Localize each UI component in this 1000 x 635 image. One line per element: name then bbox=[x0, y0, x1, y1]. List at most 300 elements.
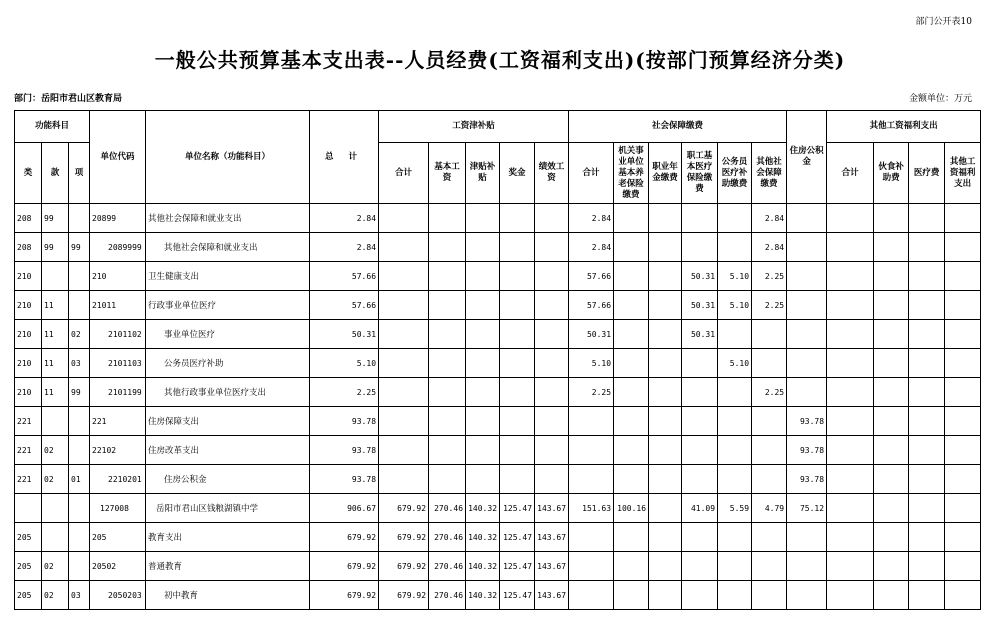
cell-perf: 143.67 bbox=[535, 552, 569, 581]
other-group-header: 其他工资福利支出 bbox=[827, 111, 981, 143]
cell-civil bbox=[718, 523, 752, 552]
cell-annuity bbox=[649, 291, 682, 320]
cell-bonus bbox=[500, 291, 535, 320]
cell-xiang: 01 bbox=[69, 465, 90, 494]
allowance-header: 津贴补贴 bbox=[466, 143, 500, 204]
cell-lei bbox=[15, 494, 42, 523]
cell-pension bbox=[614, 291, 649, 320]
cell-bonus bbox=[500, 378, 535, 407]
cell-pension bbox=[614, 465, 649, 494]
cell-medical bbox=[682, 552, 718, 581]
cell-basic: 270.46 bbox=[429, 552, 466, 581]
cell-basic bbox=[429, 320, 466, 349]
cell-soc-total: 5.10 bbox=[569, 349, 614, 378]
cell-wage-total: 679.92 bbox=[379, 523, 429, 552]
table-row bbox=[15, 233, 981, 262]
social-total-header: 合计 bbox=[569, 143, 614, 204]
cell-annuity bbox=[649, 204, 682, 233]
cell-other-soc: 4.79 bbox=[752, 494, 787, 523]
cell-allow: 140.32 bbox=[466, 581, 500, 610]
cell-oth-total bbox=[827, 378, 874, 407]
cell-total: 2.84 bbox=[310, 233, 379, 262]
cell-pension bbox=[614, 523, 649, 552]
cell-perf bbox=[535, 262, 569, 291]
cell-bonus: 125.47 bbox=[500, 552, 535, 581]
cell-bonus bbox=[500, 465, 535, 494]
cell-total: 679.92 bbox=[310, 552, 379, 581]
cell-medical: 50.31 bbox=[682, 320, 718, 349]
cell-perf bbox=[535, 320, 569, 349]
total-header: 总 计 bbox=[310, 111, 379, 204]
cell-oth-welfare bbox=[945, 320, 981, 349]
cell-code: 22102 bbox=[90, 436, 146, 465]
cell-total: 2.25 bbox=[310, 378, 379, 407]
cell-oth-welfare bbox=[945, 552, 981, 581]
cell-oth-welfare bbox=[945, 291, 981, 320]
cell-wage-total bbox=[379, 204, 429, 233]
cell-basic bbox=[429, 291, 466, 320]
cell-bonus bbox=[500, 407, 535, 436]
bonus-header: 奖金 bbox=[500, 143, 535, 204]
meal-header: 伙食补助费 bbox=[874, 143, 909, 204]
cell-civil: 5.10 bbox=[718, 349, 752, 378]
cell-bonus: 125.47 bbox=[500, 494, 535, 523]
wage-total-header: 合计 bbox=[379, 143, 429, 204]
cell-meal bbox=[874, 349, 909, 378]
table-row bbox=[15, 349, 981, 378]
kuan-header: 款 bbox=[42, 143, 69, 204]
cell-medical bbox=[682, 204, 718, 233]
cell-med-fee bbox=[909, 204, 945, 233]
table-row bbox=[15, 407, 981, 436]
cell-annuity bbox=[649, 320, 682, 349]
cell-kuan: 02 bbox=[42, 552, 69, 581]
cell-perf: 143.67 bbox=[535, 523, 569, 552]
cell-total: 93.78 bbox=[310, 407, 379, 436]
cell-xiang bbox=[69, 494, 90, 523]
cell-med-fee bbox=[909, 494, 945, 523]
cell-xiang: 99 bbox=[69, 233, 90, 262]
basic-wage-header: 基本工资 bbox=[429, 143, 466, 204]
cell-basic bbox=[429, 407, 466, 436]
table-row bbox=[15, 552, 981, 581]
unit-code-header: 单位代码 bbox=[90, 111, 146, 204]
cell-pension bbox=[614, 378, 649, 407]
cell-medical: 50.31 bbox=[682, 262, 718, 291]
cell-pension bbox=[614, 262, 649, 291]
cell-name: 住房公积金 bbox=[146, 465, 310, 494]
cell-name: 其他行政事业单位医疗支出 bbox=[146, 378, 310, 407]
cell-total: 2.84 bbox=[310, 204, 379, 233]
cell-other-soc bbox=[752, 523, 787, 552]
cell-xiang bbox=[69, 552, 90, 581]
cell-med-fee bbox=[909, 581, 945, 610]
cell-medical bbox=[682, 581, 718, 610]
cell-total: 906.67 bbox=[310, 494, 379, 523]
cell-med-fee bbox=[909, 320, 945, 349]
cell-oth-total bbox=[827, 291, 874, 320]
cell-civil bbox=[718, 204, 752, 233]
cell-medical bbox=[682, 436, 718, 465]
cell-annuity bbox=[649, 233, 682, 262]
cell-medical bbox=[682, 407, 718, 436]
cell-med-fee bbox=[909, 465, 945, 494]
cell-total: 5.10 bbox=[310, 349, 379, 378]
cell-basic bbox=[429, 465, 466, 494]
cell-name: 教育支出 bbox=[146, 523, 310, 552]
cell-lei: 210 bbox=[15, 378, 42, 407]
cell-allow bbox=[466, 204, 500, 233]
cell-lei: 210 bbox=[15, 291, 42, 320]
cell-kuan: 99 bbox=[42, 204, 69, 233]
cell-wage-total bbox=[379, 436, 429, 465]
cell-wage-total bbox=[379, 407, 429, 436]
cell-bonus bbox=[500, 204, 535, 233]
page-title: 一般公共预算基本支出表--人员经费(工资福利支出)(按部门预算经济分类) bbox=[154, 48, 846, 72]
cell-xiang: 03 bbox=[69, 349, 90, 378]
cell-civil: 5.10 bbox=[718, 291, 752, 320]
cell-bonus bbox=[500, 233, 535, 262]
cell-housing: 93.78 bbox=[787, 407, 827, 436]
cell-oth-welfare bbox=[945, 233, 981, 262]
other-social-header: 其他社会保障缴费 bbox=[752, 143, 787, 204]
table-row bbox=[15, 465, 981, 494]
cell-bonus bbox=[500, 349, 535, 378]
cell-other-soc bbox=[752, 552, 787, 581]
cell-soc-total: 50.31 bbox=[569, 320, 614, 349]
cell-other-soc: 2.84 bbox=[752, 233, 787, 262]
cell-bonus bbox=[500, 436, 535, 465]
cell-wage-total bbox=[379, 349, 429, 378]
cell-housing bbox=[787, 552, 827, 581]
cell-perf bbox=[535, 204, 569, 233]
cell-oth-welfare bbox=[945, 204, 981, 233]
page-tag: 部门公开表10 bbox=[915, 17, 972, 27]
cell-kuan: 02 bbox=[42, 581, 69, 610]
cell-allow bbox=[466, 436, 500, 465]
cell-meal bbox=[874, 581, 909, 610]
cell-name: 岳阳市君山区钱粮湖镇中学 bbox=[146, 494, 310, 523]
cell-basic bbox=[429, 378, 466, 407]
cell-wage-total bbox=[379, 233, 429, 262]
cell-med-fee bbox=[909, 523, 945, 552]
cell-civil bbox=[718, 436, 752, 465]
cell-housing bbox=[787, 291, 827, 320]
cell-basic: 270.46 bbox=[429, 523, 466, 552]
cell-oth-total bbox=[827, 581, 874, 610]
cell-housing: 93.78 bbox=[787, 465, 827, 494]
civil-medical-header: 公务员医疗补助缴费 bbox=[718, 143, 752, 204]
cell-lei: 210 bbox=[15, 349, 42, 378]
cell-xiang bbox=[69, 436, 90, 465]
cell-xiang: 03 bbox=[69, 581, 90, 610]
cell-oth-total bbox=[827, 436, 874, 465]
cell-allow bbox=[466, 262, 500, 291]
cell-xiang bbox=[69, 204, 90, 233]
cell-kuan: 99 bbox=[42, 233, 69, 262]
cell-lei: 208 bbox=[15, 204, 42, 233]
cell-perf bbox=[535, 349, 569, 378]
cell-basic bbox=[429, 262, 466, 291]
housing-header: 住房公积金 bbox=[787, 111, 827, 204]
cell-civil bbox=[718, 552, 752, 581]
cell-allow bbox=[466, 233, 500, 262]
cell-kuan bbox=[42, 262, 69, 291]
cell-name: 住房保障支出 bbox=[146, 407, 310, 436]
cell-housing: 93.78 bbox=[787, 436, 827, 465]
cell-oth-welfare bbox=[945, 523, 981, 552]
cell-other-soc bbox=[752, 407, 787, 436]
cell-civil bbox=[718, 320, 752, 349]
cell-annuity bbox=[649, 465, 682, 494]
cell-oth-total bbox=[827, 349, 874, 378]
cell-other-soc bbox=[752, 349, 787, 378]
cell-total: 679.92 bbox=[310, 581, 379, 610]
table-row bbox=[15, 262, 981, 291]
cell-allow bbox=[466, 320, 500, 349]
cell-oth-welfare bbox=[945, 465, 981, 494]
cell-code: 21011 bbox=[90, 291, 146, 320]
cell-civil: 5.59 bbox=[718, 494, 752, 523]
unit-name-header: 单位名称（功能科目） bbox=[146, 111, 310, 204]
cell-pension bbox=[614, 349, 649, 378]
cell-medical bbox=[682, 233, 718, 262]
cell-medical: 50.31 bbox=[682, 291, 718, 320]
cell-wage-total: 679.92 bbox=[379, 494, 429, 523]
other-welfare-header: 其他工资福利支出 bbox=[945, 143, 981, 204]
cell-housing bbox=[787, 262, 827, 291]
cell-annuity bbox=[649, 378, 682, 407]
cell-annuity bbox=[649, 436, 682, 465]
cell-oth-total bbox=[827, 494, 874, 523]
cell-code: 20502 bbox=[90, 552, 146, 581]
cell-lei: 210 bbox=[15, 262, 42, 291]
annuity-header: 职业年金缴费 bbox=[649, 143, 682, 204]
medical-header: 职工基本医疗保险缴费 bbox=[682, 143, 718, 204]
cell-kuan: 11 bbox=[42, 291, 69, 320]
cell-code: 2050203 bbox=[90, 581, 146, 610]
cell-medical bbox=[682, 378, 718, 407]
table-row bbox=[15, 378, 981, 407]
cell-annuity bbox=[649, 494, 682, 523]
cell-soc-total bbox=[569, 523, 614, 552]
cell-allow bbox=[466, 349, 500, 378]
table-row bbox=[15, 523, 981, 552]
cell-oth-total bbox=[827, 233, 874, 262]
cell-perf bbox=[535, 407, 569, 436]
cell-meal bbox=[874, 407, 909, 436]
cell-lei: 221 bbox=[15, 407, 42, 436]
cell-code: 210 bbox=[90, 262, 146, 291]
cell-xiang bbox=[69, 291, 90, 320]
cell-allow: 140.32 bbox=[466, 523, 500, 552]
cell-bonus: 125.47 bbox=[500, 581, 535, 610]
cell-other-soc bbox=[752, 320, 787, 349]
cell-allow bbox=[466, 378, 500, 407]
cell-basic bbox=[429, 233, 466, 262]
table-row bbox=[15, 320, 981, 349]
cell-soc-total bbox=[569, 436, 614, 465]
cell-xiang bbox=[69, 262, 90, 291]
cell-name: 住房改革支出 bbox=[146, 436, 310, 465]
cell-code: 2210201 bbox=[90, 465, 146, 494]
xiang-header: 项 bbox=[69, 143, 90, 204]
cell-med-fee bbox=[909, 407, 945, 436]
cell-wage-total: 679.92 bbox=[379, 581, 429, 610]
cell-meal bbox=[874, 378, 909, 407]
cell-civil bbox=[718, 233, 752, 262]
cell-code: 20899 bbox=[90, 204, 146, 233]
cell-code: 221 bbox=[90, 407, 146, 436]
cell-civil bbox=[718, 465, 752, 494]
cell-medical bbox=[682, 349, 718, 378]
cell-meal bbox=[874, 523, 909, 552]
department-label: 部门：岳阳市君山区教育局 bbox=[14, 94, 123, 104]
cell-med-fee bbox=[909, 291, 945, 320]
cell-name: 其他社会保障和就业支出 bbox=[146, 204, 310, 233]
cell-pension bbox=[614, 233, 649, 262]
cell-other-soc: 2.84 bbox=[752, 204, 787, 233]
cell-meal bbox=[874, 494, 909, 523]
cell-housing bbox=[787, 349, 827, 378]
cell-allow: 140.32 bbox=[466, 494, 500, 523]
cell-annuity bbox=[649, 523, 682, 552]
cell-bonus bbox=[500, 320, 535, 349]
cell-total: 679.92 bbox=[310, 523, 379, 552]
cell-medical bbox=[682, 523, 718, 552]
cell-lei: 221 bbox=[15, 465, 42, 494]
cell-allow bbox=[466, 291, 500, 320]
cell-housing: 75.12 bbox=[787, 494, 827, 523]
cell-oth-total bbox=[827, 552, 874, 581]
cell-perf: 143.67 bbox=[535, 494, 569, 523]
cell-civil bbox=[718, 407, 752, 436]
cell-oth-total bbox=[827, 320, 874, 349]
cell-oth-total bbox=[827, 407, 874, 436]
cell-perf bbox=[535, 233, 569, 262]
cell-civil bbox=[718, 581, 752, 610]
cell-lei: 210 bbox=[15, 320, 42, 349]
cell-soc-total: 2.25 bbox=[569, 378, 614, 407]
cell-oth-welfare bbox=[945, 407, 981, 436]
cell-perf bbox=[535, 436, 569, 465]
cell-wage-total bbox=[379, 465, 429, 494]
cell-med-fee bbox=[909, 233, 945, 262]
cell-lei: 205 bbox=[15, 523, 42, 552]
cell-oth-welfare bbox=[945, 581, 981, 610]
cell-other-soc bbox=[752, 436, 787, 465]
cell-med-fee bbox=[909, 552, 945, 581]
cell-wage-total bbox=[379, 320, 429, 349]
cell-oth-welfare bbox=[945, 436, 981, 465]
cell-oth-total bbox=[827, 204, 874, 233]
cell-med-fee bbox=[909, 262, 945, 291]
cell-housing bbox=[787, 233, 827, 262]
cell-xiang bbox=[69, 407, 90, 436]
cell-name: 其他社会保障和就业支出 bbox=[146, 233, 310, 262]
cell-wage-total: 679.92 bbox=[379, 552, 429, 581]
cell-med-fee bbox=[909, 436, 945, 465]
table-row bbox=[15, 436, 981, 465]
cell-med-fee bbox=[909, 378, 945, 407]
cell-lei: 208 bbox=[15, 233, 42, 262]
cell-oth-welfare bbox=[945, 349, 981, 378]
medical-fee-header: 医疗费 bbox=[909, 143, 945, 204]
cell-kuan: 02 bbox=[42, 436, 69, 465]
cell-civil bbox=[718, 378, 752, 407]
cell-basic bbox=[429, 349, 466, 378]
unit-label: 金额单位：万元 bbox=[908, 94, 972, 104]
cell-xiang: 99 bbox=[69, 378, 90, 407]
cell-other-soc: 2.25 bbox=[752, 262, 787, 291]
cell-pension bbox=[614, 581, 649, 610]
cell-annuity bbox=[649, 262, 682, 291]
cell-oth-welfare bbox=[945, 378, 981, 407]
cell-code: 2101102 bbox=[90, 320, 146, 349]
cell-wage-total bbox=[379, 262, 429, 291]
cell-medical bbox=[682, 465, 718, 494]
cell-other-soc: 2.25 bbox=[752, 378, 787, 407]
cell-soc-total: 151.63 bbox=[569, 494, 614, 523]
cell-kuan: 11 bbox=[42, 349, 69, 378]
cell-soc-total bbox=[569, 407, 614, 436]
cell-wage-total bbox=[379, 378, 429, 407]
cell-soc-total bbox=[569, 465, 614, 494]
cell-oth-welfare bbox=[945, 494, 981, 523]
table-row bbox=[15, 204, 981, 233]
cell-bonus bbox=[500, 262, 535, 291]
cell-housing bbox=[787, 581, 827, 610]
cell-code: 127008 bbox=[90, 494, 146, 523]
cell-housing bbox=[787, 320, 827, 349]
cell-soc-total: 2.84 bbox=[569, 204, 614, 233]
cell-medical: 41.09 bbox=[682, 494, 718, 523]
cell-meal bbox=[874, 233, 909, 262]
cell-code: 205 bbox=[90, 523, 146, 552]
cell-pension bbox=[614, 320, 649, 349]
cell-meal bbox=[874, 552, 909, 581]
cell-name: 公务员医疗补助 bbox=[146, 349, 310, 378]
cell-soc-total: 57.66 bbox=[569, 291, 614, 320]
cell-code: 2089999 bbox=[90, 233, 146, 262]
wage-group-header: 工资津补贴 bbox=[379, 111, 569, 143]
cell-meal bbox=[874, 291, 909, 320]
cell-meal bbox=[874, 204, 909, 233]
budget-table bbox=[14, 110, 981, 610]
cell-civil: 5.10 bbox=[718, 262, 752, 291]
cell-soc-total bbox=[569, 552, 614, 581]
cell-annuity bbox=[649, 349, 682, 378]
cell-pension: 100.16 bbox=[614, 494, 649, 523]
cell-name: 卫生健康支出 bbox=[146, 262, 310, 291]
cell-perf bbox=[535, 465, 569, 494]
cell-soc-total bbox=[569, 581, 614, 610]
cell-annuity bbox=[649, 407, 682, 436]
pension-header: 机关事业单位基本养老保险缴费 bbox=[614, 143, 649, 204]
func-subject-header: 功能科目 bbox=[15, 111, 90, 143]
cell-meal bbox=[874, 320, 909, 349]
cell-other-soc: 2.25 bbox=[752, 291, 787, 320]
cell-annuity bbox=[649, 552, 682, 581]
cell-xiang bbox=[69, 523, 90, 552]
cell-name: 事业单位医疗 bbox=[146, 320, 310, 349]
cell-name: 初中教育 bbox=[146, 581, 310, 610]
cell-oth-total bbox=[827, 262, 874, 291]
cell-lei: 205 bbox=[15, 552, 42, 581]
cell-lei: 205 bbox=[15, 581, 42, 610]
cell-name: 行政事业单位医疗 bbox=[146, 291, 310, 320]
cell-perf bbox=[535, 291, 569, 320]
